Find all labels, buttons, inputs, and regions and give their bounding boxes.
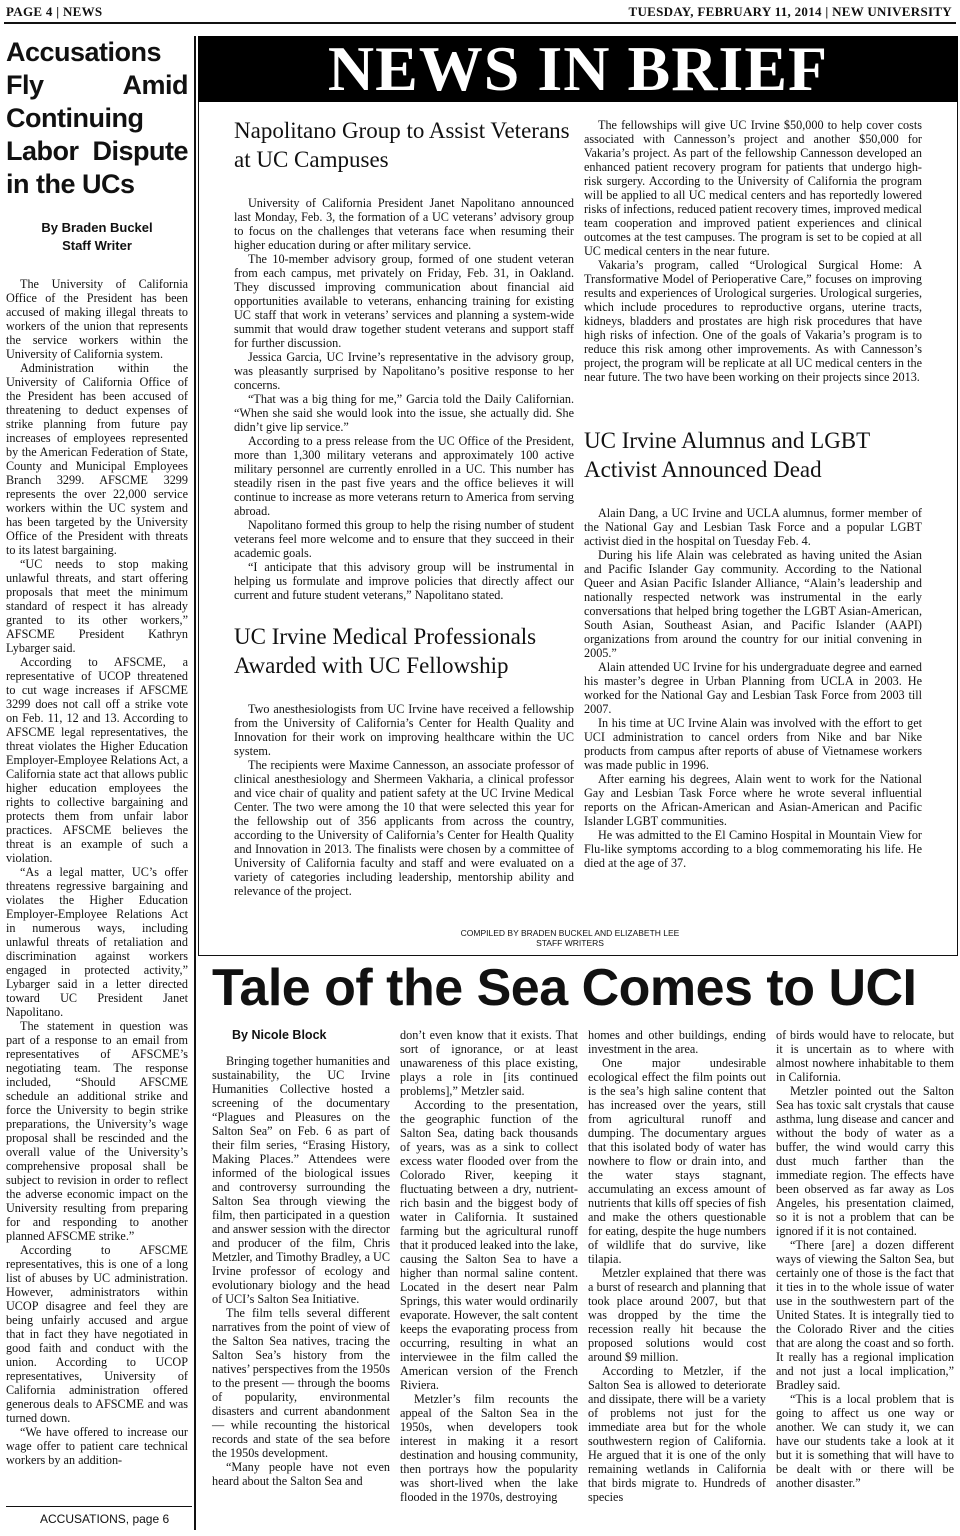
paragraph: The fellowships will give UC Irvine $50,000 to help cover costs associated with Cannesson’s project and another $50,000 for Vakaria’s project. As part of the fellowship Cannesson developed an enhanced patient recovery program for patients that undergo high-risk surgery. According to the University of California the program will be applied to all UC medical centers and has reportedly lowered risks of infections, reduced patient recovery times, improved medical team cooperation and improved patient experiences and clinical outcomes at the test campuses. The program is set to be copied at all UC medical centers in the near future. xyxy=(584,118,922,258)
paragraph: Metzler’s film recounts the appeal of the Salton Sea in the 1950s, when developers took interest in making it a resort destination and housing community, then portrays how the popularity was short-lived when the lake flooded in the 1970s, destroying xyxy=(400,1392,578,1504)
paragraph: “That was a big thing for me,” Garcia told the Daily Californian. “When she said she would look into the issue, she actually did. She didn’t give lip service.” xyxy=(234,392,574,434)
paragraph: After earning his degrees, Alain went to work for the National Gay and Lesbian Task Force where he wrote several influential reports on the African-American and Asian-American and Pacific Islander LGBT communities. xyxy=(584,772,922,828)
jump-rule xyxy=(6,1506,192,1507)
compiled-role: STAFF WRITERS xyxy=(536,938,604,948)
paragraph: According to AFSCME, a representative of UCOP threatened to cut wage increases if AFSCME 3299 does not call off a strike vote on Feb. 11, 12 and 13. According to AFSCME legal representatives, the threat violates the Higher Education Employer-Employee Relations Act, a California state act that allows public higher education employees the rights to collective bargaining and protects them from unfair labor practices. AFSCME believes the threat is an example of such a violation. xyxy=(6,655,188,865)
paragraph: The 10-member advisory group, formed of one student veteran from each campus, met privately on Friday, Feb. 31, in Oakland. They discussed improving communication about financial aid opportunities available to veterans, enhancing training for existing UC staff that work in veterans’ services and planning a system-wide summit that would draw together student veterans and support staff for further discussion. xyxy=(234,252,574,350)
veterans-headline: Napolitano Group to Assist Veterans at UC Campuses xyxy=(234,118,570,172)
sea-column-2-body xyxy=(400,1028,578,1504)
alumnus-headline: UC Irvine Alumnus and LGBT Activist Announced Dead xyxy=(584,428,870,482)
paragraph: The statement in question was part of a response to an email from representatives of AFSCME’s negotiating team. The response included, “Should AFSCME schedule an additional strike and force the University to begin strike preparations, the University’s wage proposal shall be rescinded and the overall value of the University’s comprehensive proposal shall be subject to revision in order to reflect the adverse economic impact on the University resulting from preparing for and responding to another planned AFSCME strike.” xyxy=(6,1019,188,1243)
sea-column-3 xyxy=(588,1028,766,1504)
paragraph: According to a press release from the UC Office of the President, more than 1,300 military veterans and approximately 100 active military personnel are currently enrolled in a UC. This number has steadily risen in the past five years and the office believes it will continue to increase as more veterans return to America from serving abroad. xyxy=(234,434,574,518)
accusations-byline xyxy=(6,219,188,255)
paragraph: of birds would have to relocate, but it is uncertain as to where with almost nowhere inhabitable to them in California. xyxy=(776,1028,954,1084)
news-in-brief-banner: NEWS IN BRIEF xyxy=(198,36,958,102)
sea-column-1-body xyxy=(212,1054,390,1488)
column-divider xyxy=(194,36,196,1530)
paragraph: Metzler pointed out the Salton Sea has toxic salt crystals that cause asthma, lung disease and cancer and without the body of water as a buffer, the wind would carry this dust much farther than the immediate region. The effects have been observed as far away as Los Angeles, his presentation claimed, so it is not a problem that can be ignored if it is not contained. xyxy=(776,1084,954,1238)
paragraph: During his life Alain was celebrated as having united the Asian and Pacific Islander Gay community. According to the National Queer and Asian Pacific Islander Alliance, “Alain’s leadership and nationally respected network was instrumental in the early conversations that helped bring together the LGBT Asian-American, South Asian, Southeast Asian, and Pacific Islander (AAPI) organizations from around the country for our initial convening in 2005.” xyxy=(584,548,922,660)
medical-body xyxy=(234,702,574,898)
sea-byline: By Nicole Block xyxy=(232,1028,327,1042)
paragraph: Two anesthesiologists from UC Irvine have received a fellowship from the University of California’s Center for Health Quality and Innovation for their work on improving healthcare within the UC system. xyxy=(234,702,574,758)
accusations-article xyxy=(6,36,188,1467)
fellowship-continued-body xyxy=(584,118,922,384)
paragraph: “There [are] a dozen different ways of viewing the Salton Sea, but certainly one of those is the fact that it ties in to the whole issue of water use in the southwestern part of the United States. It is integrally tied to the Colorado River and the cities that are along the coast and so forth. It really has a regional implication and not just a local implication,” Bradley said. xyxy=(776,1238,954,1392)
issue-date-label: TUESDAY, FEBRUARY 11, 2014 | NEW UNIVERSITY xyxy=(628,4,952,19)
paragraph: Bringing together humanities and sustainability, the UC Irvine Humanities Collective hosted a screening of the documentary “Plagues and Pleasures on the Salton Sea” on Feb. 6 as part of their film series, “Erasing History, Making Places.” Attendees were informed of the biological issues and controversy surrounding the Salton Sea through viewing the film, then participated in a question and answer session with the director and producer of the film, Chris Metzler, and Timothy Bradley, a UC Irvine professor of ecology and evolutionary biology and the head of UCI’s Salton Sea Initiative. xyxy=(212,1054,390,1306)
medical-headline: UC Irvine Medical Professionals Awarded with UC Fellowship xyxy=(234,624,537,678)
paragraph: don’t even know that it exists. That sort of ignorance, or at least unawareness of this place existing, plays a role in [its continued problems],” Metzler said. xyxy=(400,1028,578,1098)
accusations-body xyxy=(6,277,188,1467)
paragraph: Administration within the University of California Office of the President has been accused of threatening to deduct expenses of strike planning from future pay increases of employees represented by the American Federation of State, County and Municipal Employees Branch 3299. AFSCME 3299 represents the over 22,000 service workers within the UC system and has been targeted by the University Office of the President with threats to its latest bargaining. xyxy=(6,361,188,557)
paragraph: Alain attended UC Irvine for his undergraduate degree and earned his master’s degree in Urban Planning from UCLA in 2003. He worked for the National Gay and Lesbian Task Force from 2003 till 2007. xyxy=(584,660,922,716)
header-rule xyxy=(4,22,956,24)
paragraph: According to AFSCME representatives, this is one of a long list of abuses by UC administration. However, administrators within UCOP disagree and feel they are being unfairly accused and argue that in fact they have negotiated in good faith and conduct with the union. According to UCOP representatives, University of California administration offered generous deals to AFSCME and was turned down. xyxy=(6,1243,188,1425)
paragraph: “We have offered to increase our wage offer to patient care technical workers by an addition- xyxy=(6,1425,188,1467)
paragraph: “I anticipate that this advisory group will be instrumental in helping us formulate and improve policies that directly affect our current and future student veterans,” Napolitano stated. xyxy=(234,560,574,602)
paragraph: According to the presentation, the geographic function of the Salton Sea, dating back thousands of years, was as a sink to collect excess water flooded over from the Colorado River, keeping it fluctuating between a dry, nutrient-rich basin and the biggest body of water in California. It sustained farming but the agricultural runoff that it produced leaked into the lake, causing the Salton Sea to have a higher than normal saline content. Located in the desert near Palm Springs, this water would ordinarily evaporate. However, the salt content keeps the evaporating process from occurring, resulting in what an interviewee in the film called the American version of the French Riviera. xyxy=(400,1098,578,1392)
paragraph: “This is a local problem that is going to affect us one way or another. We can study it, we can have our students take a look at it but it is something that will have to be dealt with or there will be another disaster.” xyxy=(776,1392,954,1490)
brief-right-column xyxy=(584,118,922,870)
paragraph: He was admitted to the El Camino Hospital in Mountain View for Flu-like symptoms according to a blog commemorating his life. He died at the age of 37. xyxy=(584,828,922,870)
continuation-link[interactable]: ACCUSATIONS, page 6 xyxy=(40,1512,170,1526)
paragraph: “Many people have not even heard about the Salton Sea and xyxy=(212,1460,390,1488)
veterans-body xyxy=(234,196,574,602)
compiled-credit xyxy=(400,928,740,948)
sea-column-2 xyxy=(400,1028,578,1504)
page-section-label: PAGE 4 | NEWS xyxy=(6,4,103,19)
paragraph: Napolitano formed this group to help the rising number of student veterans feel more welcome and to ensure that they succeed in their academic goals. xyxy=(234,518,574,560)
alumnus-body xyxy=(584,506,922,870)
paragraph: homes and other buildings, ending investment in the area. xyxy=(588,1028,766,1056)
sea-headline: Tale of the Sea Comes to UCI xyxy=(212,959,917,1017)
paragraph: University of California President Janet Napolitano announced last Monday, Feb. 3, the formation of a UC veterans’ advisory group to focus on the challenges that veterans face when resuming their higher education during or after military service. xyxy=(234,196,574,252)
sea-column-4-body xyxy=(776,1028,954,1490)
paragraph: The film tells several different narratives from the point of view of the Salton Sea natives, tracing the Salton Sea’s history from the natives’ perspectives from the 1950s to the present — through the booms of popularity, environmental disasters and current abandonment — while recounting the historical records and state of the sea before the 1950s development. xyxy=(212,1306,390,1460)
paragraph: According to Metzler, if the Salton Sea is allowed to deteriorate and dissipate, there will be a variety of problems not just for the immediate area but for the whole southwestern region of California. He argued that it is one of the only remaining wetlands in California that birds migrate to. Hundreds of species xyxy=(588,1364,766,1504)
paragraph: Metzler explained that there was a burst of research and planning that took place around 2007, but that was dropped by the time the recession really hit because the proposed solutions would cost around $9 million. xyxy=(588,1266,766,1364)
byline-name: By Braden Buckel xyxy=(41,220,153,235)
sea-column-3-body xyxy=(588,1028,766,1504)
paragraph: The University of California Office of the President has been accused of making illegal threats to workers of the union that represents the service workers within the University of California system. xyxy=(6,277,188,361)
brief-left-column xyxy=(234,116,574,898)
paragraph: The recipients were Maxime Cannesson, an associate professor of clinical anesthesiology and Shermeen Vakharia, a clinical professor and vice chair of quality and patient safety at the UC Irvine Medical Center. The two were among the 10 that were selected this year for the fellowship out of 356 applicants from across the country, according to the University of California’s Center for Health Quality and Innovation in 2013. The finalists were chosen by a committee of University of California faculty and staff and were evaluated on a variety of categories including leadership, mentorship ability and relevance of the project. xyxy=(234,758,574,898)
accusations-headline: Accusations Fly Amid Continuing Labor Dispute in the UCs xyxy=(6,37,188,199)
paragraph: Alain Dang, a UC Irvine and UCLA alumnus, former member of the National Gay and Lesbian Task Force and a popular LGBT activist died in the hospital on Tuesday Feb. 4. xyxy=(584,506,922,548)
paragraph: “UC needs to stop making unlawful threats, and start offering proposals that meet the minimum standard of respect it has already granted to its other workers,” AFSCME President Kathryn Lybarger said. xyxy=(6,557,188,655)
paragraph: Vakaria’s program, called “Urological Surgical Home: A Transformative Model of Perioperative Care,” focuses on improving results and experiences of Urological surgeries. Urological surgeries, which include procedures to reproductive organs, uterine tracts, kidneys, bladders and prostates are high risk procedures that have high risks of infection. One of the goals of Vakaria’s program is to reduce this risk among other improvements. As with Cannesson’s project, the program will be replicate at all UC medical centers in the near future. The two have been working on their projects since 2013. xyxy=(584,258,922,384)
paragraph: Jessica Garcia, UC Irvine’s representative in the advisory group, was pleasantly surprised by Napolitano’s positive response to her concerns. xyxy=(234,350,574,392)
paragraph: In his time at UC Irvine Alain was involved with the effort to get UCI administration to cancel orders from Nike and bar Nike products from campus after reports of abuse of Vietnamese workers was made public in 1996. xyxy=(584,716,922,772)
compiled-by: COMPILED BY BRADEN BUCKEL AND ELIZABETH LEE xyxy=(460,928,680,938)
paragraph: One major undesirable ecological effect the film points out is the sea’s high saline content that has increased over the years, still from agricultural runoff and dumping. The documentary argues that this isolated body of water has nowhere to flow or drain into, and the water stays stagnant, accumulating an excess amount of nutrients that kills off species of fish and make the others questionable for eating, despite the huge numbers of wildlife that do survive, like tilapia. xyxy=(588,1056,766,1266)
paragraph: “As a legal matter, UC’s offer threatens regressive bargaining and violates the Higher Education Employer-Employee Relations Act in numerous ways, including unlawful threats of retaliation and discrimination against workers engaged in protected activity,” Lybarger said in a letter directed toward UC President Janet Napolitano. xyxy=(6,865,188,1019)
sea-column-1 xyxy=(212,1028,390,1488)
byline-role: Staff Writer xyxy=(62,238,132,253)
sea-column-4 xyxy=(776,1028,954,1490)
